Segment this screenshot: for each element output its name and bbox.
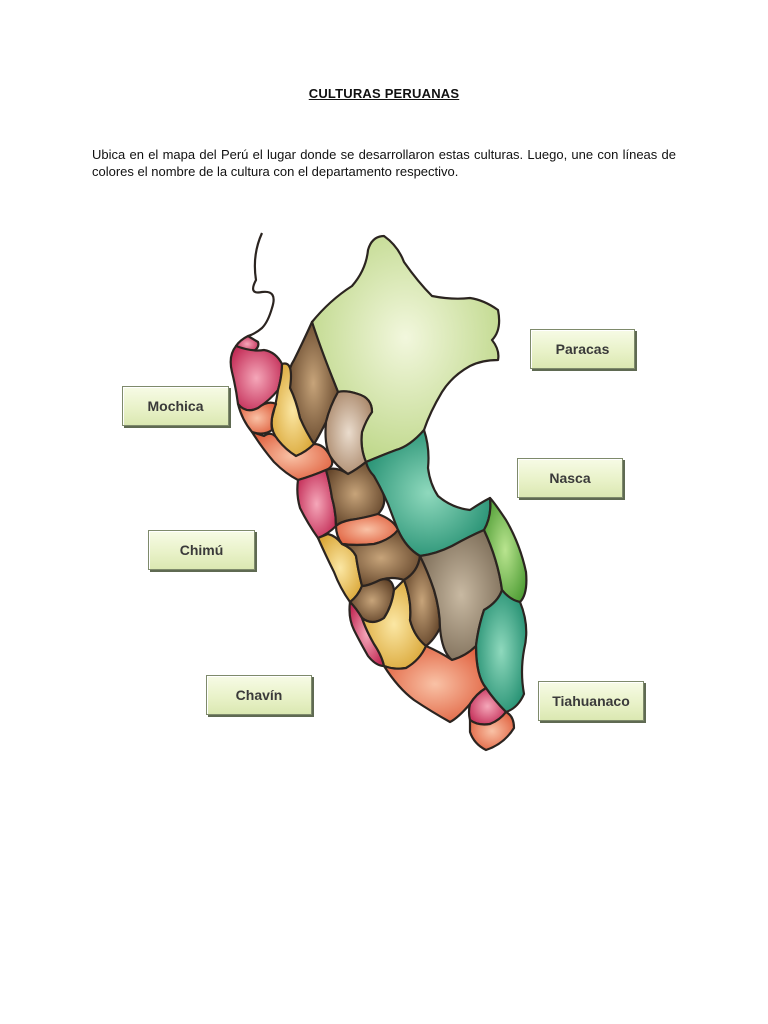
culture-label-tiahuanaco[interactable]: Tiahuanaco: [538, 681, 644, 721]
culture-label-nasca[interactable]: Nasca: [517, 458, 623, 498]
page-title: CULTURAS PERUANAS: [308, 86, 460, 101]
culture-label-mochica[interactable]: Mochica: [122, 386, 229, 426]
instructions-text: Ubica en el mapa del Perú el lugar donde se desarrollaron estas culturas. Luego, une con líneas de colores el nombre de la cultura con el departamento respectivo.: [92, 147, 676, 179]
culture-label-chavin[interactable]: Chavín: [206, 675, 312, 715]
culture-label-paracas[interactable]: Paracas: [530, 329, 635, 369]
culture-label-chimu[interactable]: Chimú: [148, 530, 255, 570]
ecuador-border-line: [248, 233, 274, 336]
region-piura: [231, 346, 282, 410]
